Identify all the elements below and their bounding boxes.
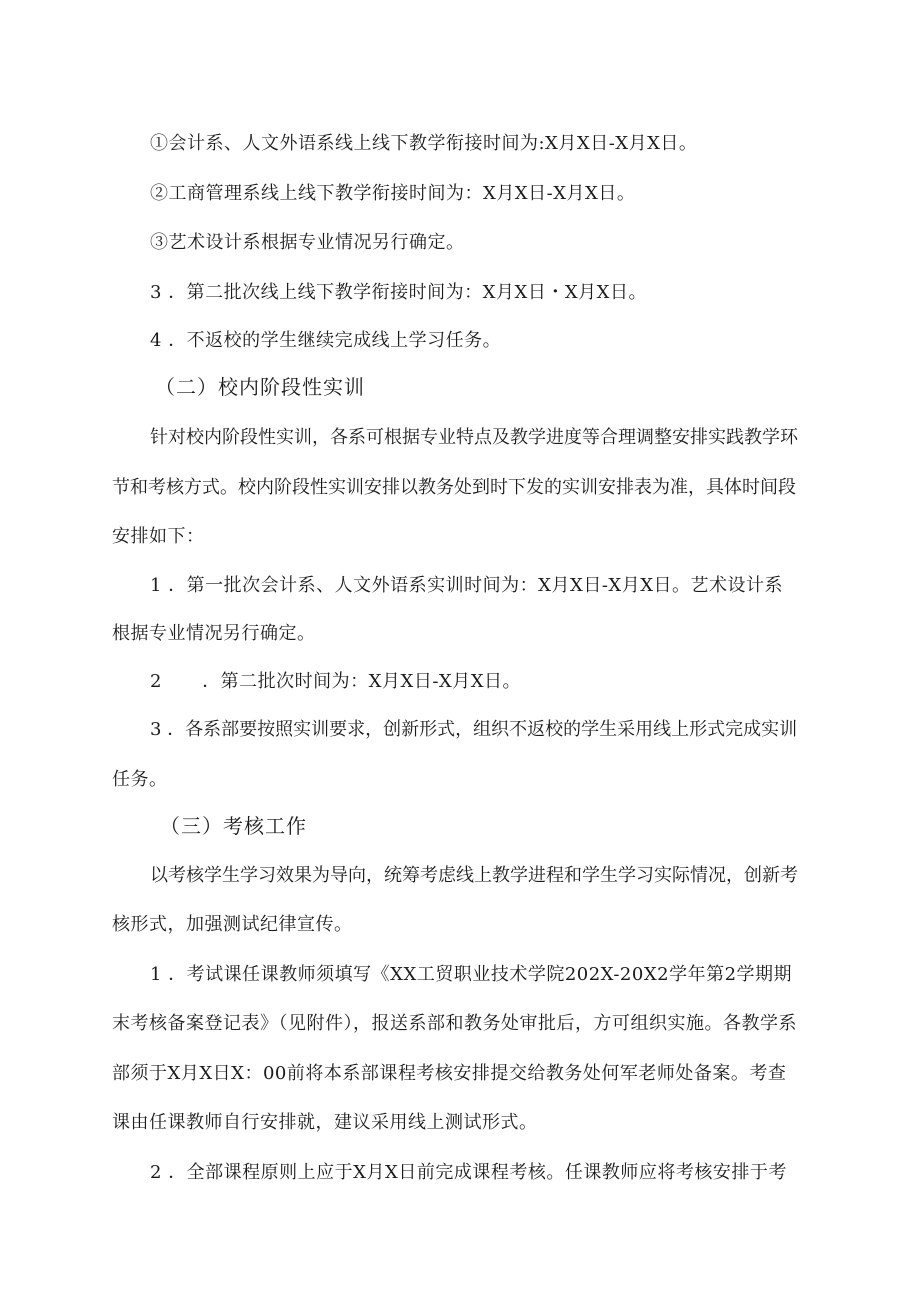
item-text: ．第一批次会计系、人文外语系实训时间为：X月X日-X月X日。艺术设计系 (168, 575, 784, 596)
item-number: 1 (150, 964, 162, 985)
assessment-item-1-line-1 (150, 964, 792, 986)
training-intro-line-3: 安排如下： (112, 526, 205, 547)
item-text: ．各系部要按照实训要求，创新形式，组织不返校的学生采用线上形式完成实训 (167, 719, 798, 740)
item-second-batch (150, 282, 647, 304)
item-text: ．不返校的学生继续完成线上学习任务。 (168, 330, 502, 351)
item-number: 2 (150, 1162, 162, 1183)
item-text: ．第二批次线上线下教学衔接时间为：X月X日・X月X日。 (168, 282, 647, 303)
training-item-2 (150, 671, 521, 693)
section-heading-assessment: （三）考核工作 (160, 814, 307, 838)
section-heading-training: （二）校内阶段性实训 (155, 375, 365, 399)
item-accounting-timing: ①会计系、人文外语系线上线下教学衔接时间为:X月X日-X月X日。 (150, 133, 698, 154)
item-number: 4 (150, 330, 162, 351)
item-text: ．全部课程原则上应于X月X日前完成课程考核。任课教师应将考核安排于考 (168, 1162, 787, 1183)
assessment-item-2-line-1 (150, 1162, 787, 1184)
assessment-item-1-line-3: 部须于X月X日X：00前将本系部课程考核安排提交给教务处何军老师处备案。考查 (112, 1063, 787, 1084)
assessment-intro-line-1: 以考核学生学习效果为导向，统筹考虑线上教学进程和学生学习实际情况，创新考 (150, 865, 798, 886)
item-number: 2 (150, 671, 162, 692)
training-item-3-line-2: 任务。 (112, 769, 168, 790)
item-number: 1 (150, 575, 162, 596)
training-item-1-line-1 (150, 575, 783, 597)
item-art-design-timing: ③艺术设计系根据专业情况另行确定。 (150, 232, 465, 253)
training-item-1-line-2: 根据专业情况另行确定。 (112, 623, 316, 644)
assessment-intro-line-2: 核形式，加强测试纪律宣传。 (112, 914, 353, 935)
assessment-item-1-line-2: 末考核备案登记表》（见附件），报送系部和教务处审批后，方可组织实施。各教学系 (112, 1013, 797, 1034)
assessment-item-1-line-4: 课由任课教师自行安排就，建议采用线上测试形式。 (112, 1112, 538, 1133)
training-intro-line-2: 节和考核方式。校内阶段性实训安排以教务处到时下发的实训安排表为准，具体时间段 (112, 477, 796, 498)
training-item-3-line-1 (150, 719, 797, 741)
training-intro-line-1: 针对校内阶段性实训，各系可根据专业特点及教学进度等合理调整安排实践教学环 (150, 427, 798, 448)
item-number: 3 (150, 282, 162, 303)
item-business-timing: ②工商管理系线上线下教学衔接时间为：X月X日-X月X日。 (150, 183, 636, 204)
item-text: ．考试课任课教师须填写《XX工贸职业技术学院202X-20X2学年第2学期期 (168, 964, 793, 985)
item-text: ．第二批次时间为：X月X日-X月X日。 (202, 671, 522, 692)
item-non-returning (150, 330, 501, 352)
item-number: 3 (150, 719, 162, 740)
